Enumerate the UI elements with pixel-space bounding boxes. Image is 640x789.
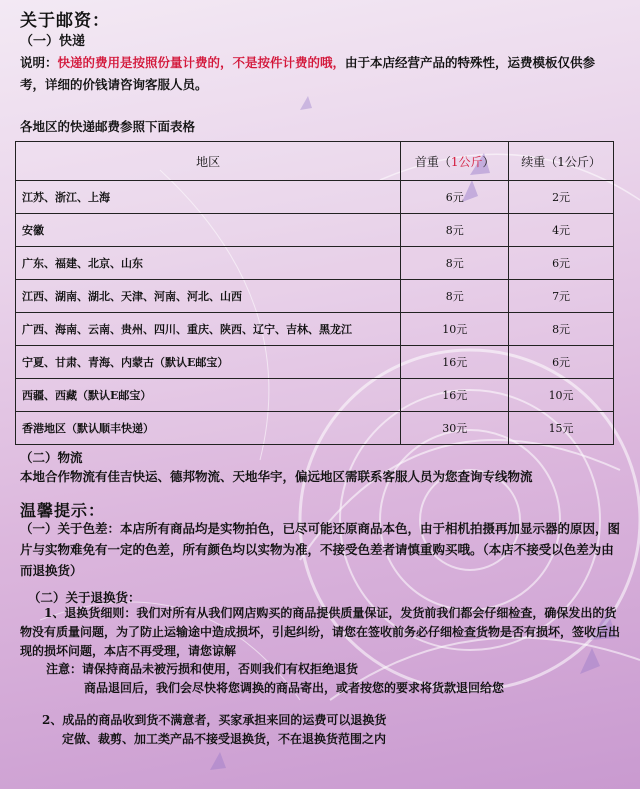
region-cell: 江西、湖南、湖北、天津、河南、河北、山西: [16, 280, 401, 313]
note-rest: 由于本店经营产品的特殊性，运费模板仅供参考，详细的价钱请咨询客服人员。: [20, 55, 596, 92]
return-item-2: [42, 711, 622, 749]
postage-title: 关于邮资：: [20, 11, 110, 31]
header-additional-weight: 续重（1公斤）: [509, 142, 614, 181]
additional-weight-cell: 15元: [509, 412, 614, 445]
shipping-rate-table: [15, 141, 614, 445]
additional-weight-cell: 10元: [509, 379, 614, 412]
note-prefix: 说明：: [20, 55, 58, 70]
table-row: [16, 379, 614, 412]
additional-weight-cell: 7元: [509, 280, 614, 313]
region-cell: 广东、福建、北京、山东: [16, 247, 401, 280]
return-heading: （二）关于退换货：: [28, 590, 141, 605]
logistics-body: 本地合作物流有佳吉快运、德邦物流、天地华宇，偏远地区需联系客服人员为您查询专线物流: [20, 469, 533, 484]
first-weight-cell: 8元: [401, 247, 509, 280]
note-red-text: 快递的费用是按照份量计费的，不是按件计费的哦，: [57, 55, 346, 70]
logistics-heading: （二）物流: [20, 450, 83, 465]
table-row: [16, 280, 614, 313]
table-caption: 各地区的快递邮费参照下面表格: [20, 119, 196, 134]
tips-title: 温馨提示：: [20, 501, 106, 520]
first-weight-cell: 30元: [401, 412, 509, 445]
express-note: [20, 52, 620, 96]
region-cell: 西疆、西藏（默认E邮宝）: [16, 379, 401, 412]
region-cell: 安徽: [16, 214, 401, 247]
return-note: 注意：请保持商品未被污损和使用，否则我们有权拒绝退货: [46, 662, 359, 676]
additional-weight-cell: 4元: [509, 214, 614, 247]
return-item-2-line: 2、成品的商品收到货不满意者，买家承担来回的运费可以退换货: [42, 713, 387, 727]
table-row: [16, 313, 614, 346]
region-cell: 江苏、浙江、上海: [16, 181, 401, 214]
header-first-weight: 首重（1公斤）: [401, 142, 509, 181]
region-cell: 广西、海南、云南、贵州、四川、重庆、陕西、辽宁、吉林、黑龙江: [16, 313, 401, 346]
table-row: [16, 247, 614, 280]
return-rules-text: 1、退换货细则：我们对所有从我们网店购买的商品提供质量保证，发货前我们都会仔细检查，确保发出的货物没有质量问题，为了防止运输途中造成损坏，引起纠纷，请您在签收前务必仔细检查货物是否有损坏，签收后出现的损坏问题，本店不再受理，请您谅解: [20, 606, 621, 658]
first-weight-cell: 16元: [401, 346, 509, 379]
table-header-row: [16, 142, 614, 181]
return-rules-paragraph: [20, 604, 624, 661]
return-item-2-exception: 定做、裁剪、加工类产品不接受退换货，不在退换货范围之内: [62, 732, 387, 746]
express-heading: （一）快递: [20, 34, 86, 49]
first-weight-cell: 8元: [401, 214, 509, 247]
table-row: [16, 412, 614, 445]
return-note-refund: 商品退回后，我们会尽快将您调换的商品寄出，或者按您的要求将货款退回给您: [84, 681, 505, 695]
table-row: [16, 346, 614, 379]
additional-weight-cell: 6元: [509, 247, 614, 280]
first-weight-cell: 10元: [401, 313, 509, 346]
additional-weight-cell: 8元: [509, 313, 614, 346]
additional-weight-cell: 6元: [509, 346, 614, 379]
first-weight-cell: 8元: [401, 280, 509, 313]
region-cell: 香港地区（默认顺丰快递）: [16, 412, 401, 445]
first-weight-cell: 16元: [401, 379, 509, 412]
region-cell: 宁夏、甘肃、青海、内蒙古（默认E邮宝）: [16, 346, 401, 379]
first-weight-cell: 6元: [401, 181, 509, 214]
additional-weight-cell: 2元: [509, 181, 614, 214]
header-region: 地区: [16, 142, 401, 181]
color-difference-paragraph: （一）关于色差：本店所有商品均是实物拍色，已尽可能还原商品本色，由于相机拍摄再加显示器的原因，图片与实物难免有一定的色差，所有颜色均以实物为准，不接受色差者请慎重购买哦。（本店不接受以色差为由而退换货）: [20, 521, 621, 578]
table-row: [16, 181, 614, 214]
table-row: [16, 214, 614, 247]
